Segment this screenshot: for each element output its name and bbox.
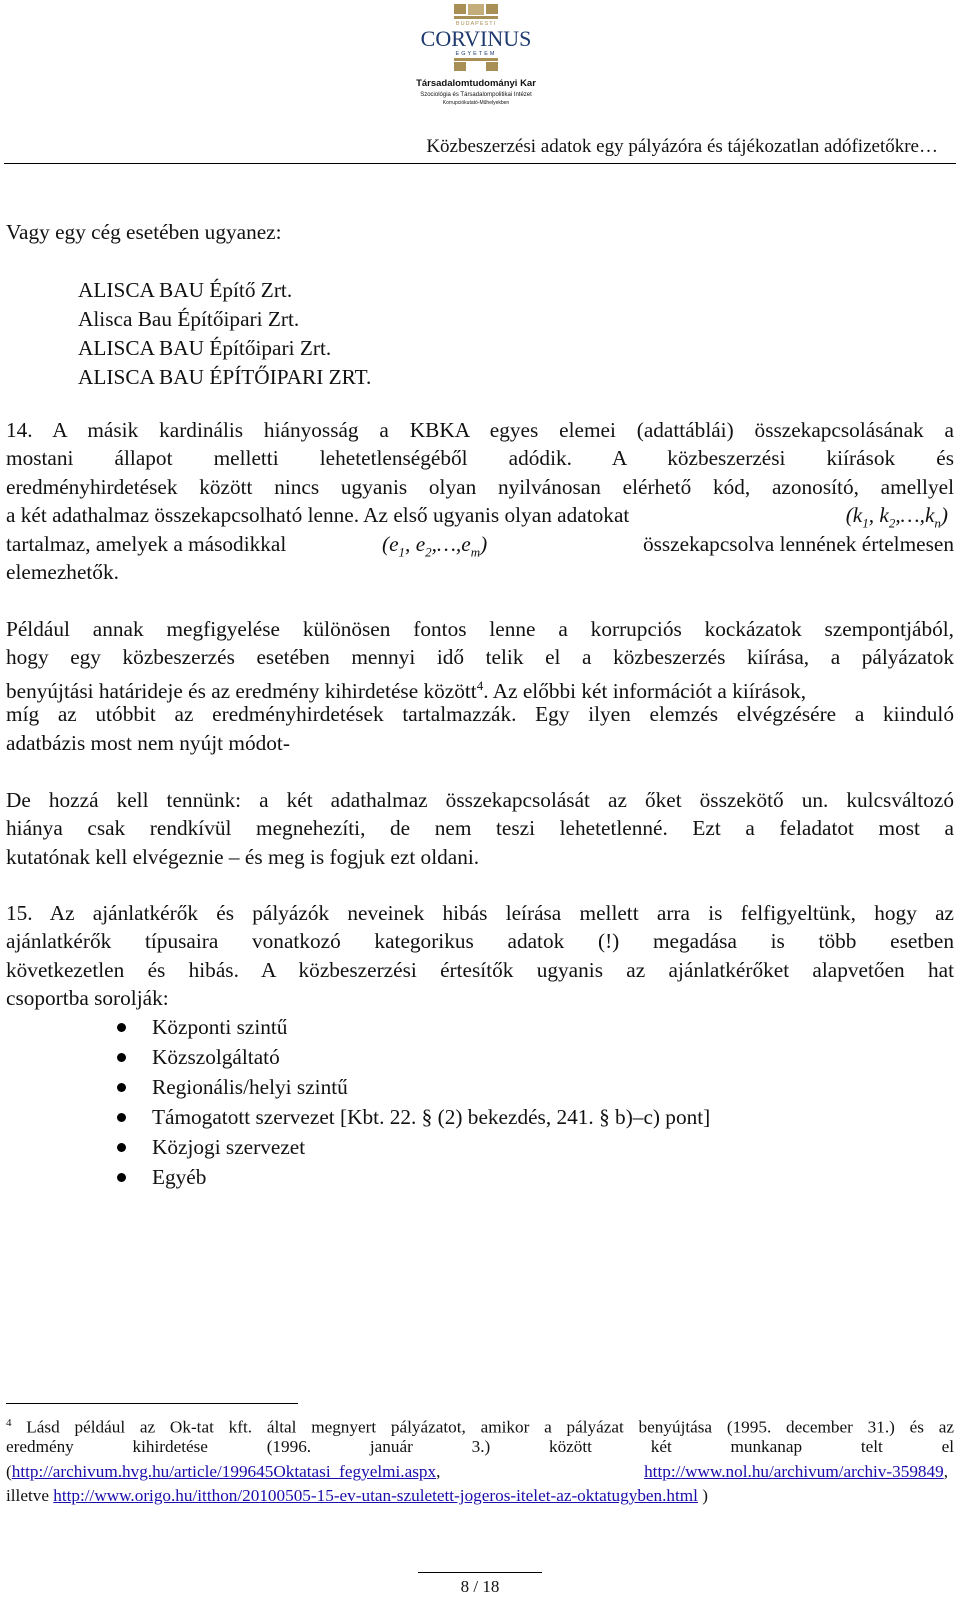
footnote-separator: ,: [436, 1462, 441, 1481]
p14-line4-text: a két adathalmaz összekapcsolható lenne. Az első ugyanis olyan adatokat: [6, 503, 630, 527]
footnote-open-paren: (: [6, 1462, 12, 1481]
footnote-line: [6, 1412, 954, 1439]
intro-text: Vagy egy cég esetében ugyanez:: [6, 220, 282, 244]
logo-institute: Szociológia és Társadalompolitikai Intézet: [420, 92, 532, 98]
footnote-link-nol[interactable]: http://www.nol.hu/archivum/archiv-359849: [644, 1462, 944, 1481]
running-title: Közbeszerzési adatok egy pályázóra és tájékozatlan adófizetőkre…: [426, 136, 938, 157]
company-variant: Alisca Bau Építőipari Zrt.: [78, 307, 300, 331]
de-line: kutatónak kell elvégeznie – és meg is fogjuk ezt oldani.: [6, 845, 480, 869]
p14-line5-pre: tartalmaz, amelyek a másodikkal: [6, 532, 287, 556]
list-item: Támogatott szervezet [Kbt. 22. § (2) bekezdés, 241. § b)–c) pont]: [0, 1102, 710, 1132]
p14-line: mostani állapot melletti lehetetlenségéből adódik. A közbeszerzési kiírások és: [6, 446, 954, 470]
list-item: Közjogi szervezet: [0, 1132, 710, 1162]
company-variant: ALISCA BAU Építőipari Zrt.: [78, 336, 332, 360]
p14-line: 14. A másik kardinális hiányosság a KBKA egyes elemei (adattáblái) összekapcsolásának a: [6, 418, 954, 442]
bullet-icon: [117, 1113, 126, 1122]
footnote-divider: [6, 1403, 298, 1404]
p14-line5-post: összekapcsolva lennének értelmesen: [642, 532, 954, 556]
list-item: Egyéb: [0, 1162, 710, 1192]
footnote-ref[interactable]: 4: [476, 678, 484, 693]
bullet-icon: [117, 1023, 126, 1032]
footnote-link-origo[interactable]: http://www.origo.hu/itthon/20100505-15-ev-utan-szuletett-jogeros-itelet-az-oktatugyben.html: [53, 1486, 698, 1505]
de-line: De hozzá kell tennünk: a két adathalmaz összekapcsolását az őket összekötő un. kulcsváltozó: [6, 788, 954, 812]
pl-line3-pre: benyújtási határideje és az eredmény kihirdetése között: [6, 679, 477, 704]
k-tuple: ($k_1$, $k_2,\dots,k_n$): [845, 503, 948, 531]
p15-line: ajánlatkérők típusaira vonatkozó kategorikus adatok (!) megadása is több esetben: [6, 929, 954, 953]
company-variant: ALISCA BAU ÉPÍTŐIPARI ZRT.: [78, 365, 372, 389]
list-item: Regionális/helyi szintű: [0, 1072, 710, 1102]
page-number: 8 / 18: [460, 1577, 500, 1596]
header-divider: [4, 163, 956, 164]
p15-line: következetlen és hibás. A közbeszerzési értesítők ugyanis az ajánlatkérőket alapvetően hat: [6, 958, 954, 982]
de-line: hiánya csak rendkívül megnehezíti, de nem teszi lehetetlenné. Ezt a feladatot most a: [6, 816, 954, 840]
pl-line: adatbázis most nem nyújt módot-: [6, 731, 290, 755]
p14-line: [6, 530, 954, 558]
logo-emblem-lower: [454, 58, 498, 71]
pl-line: Például annak megfigyelése különösen fontos lenne a korrupciós kockázatok szempontjából,: [6, 617, 954, 641]
p15-line: csoportba sorolják:: [6, 986, 169, 1010]
p14-line: [6, 501, 954, 529]
bullet-icon: [117, 1053, 126, 1062]
p14-line: elemezhetők.: [6, 560, 119, 584]
pl-line: hogy egy közbeszerzés esetében mennyi idő telik el a közbeszerzés kiírása, a pályázatok: [6, 645, 954, 669]
footnote-line: eredmény kihirdetése (1996. január 3.) között két munkanap telt el: [6, 1437, 954, 1456]
pl-line3-post: . Az előbbi két információt a kiírások,: [483, 679, 807, 704]
logo-faculty: Társadalomtudományi Kar: [416, 78, 536, 89]
footnote-link-hvg[interactable]: http://archivum.hvg.hu/article/199645Oktatasi_fegyelmi.aspx: [11, 1462, 437, 1481]
logo-name: CORVINUS: [420, 26, 532, 51]
list-item: Központi szintű: [0, 1012, 710, 1042]
p15-line: 15. Az ajánlatkérők és pályázók neveinek hibás leírása mellett arra is felfigyeltünk, hogy az: [6, 901, 954, 925]
footnote-text: Lásd például az Ok-tat kft. által megnyert pályázatot, amikor a pályázat benyújtása (1995. december 31.) és az: [26, 1417, 955, 1437]
page-number-divider: [418, 1572, 542, 1573]
bullet-icon: [117, 1143, 126, 1152]
e-tuple: ($e_1$, $e_2,\dots,e_m$): [382, 532, 488, 560]
logo-tagline: Korrupciókutató-Műhelyekben: [442, 100, 510, 106]
logo-city: BUDAPESTI: [455, 21, 497, 27]
p14-line: eredményhirdetések között nincs ugyanis olyan nyilvánosan elérhető kód, azonosító, amellyel: [6, 475, 954, 499]
bullet-icon: [117, 1083, 126, 1092]
logo-emblem: [454, 4, 498, 19]
pl-line: míg az utóbbit az eredményhirdetések tartalmazzák. Egy ilyen elemzés elvégzésére a kiinduló: [6, 702, 954, 726]
company-variant: ALISCA BAU Építő Zrt.: [78, 278, 293, 302]
footnote-line: [6, 1485, 954, 1507]
authority-type-list: [0, 1012, 710, 1192]
list-item: Közszolgáltató: [0, 1042, 710, 1072]
footnote-illetve: illetve: [6, 1486, 49, 1505]
bullet-icon: [117, 1173, 126, 1182]
footnote-line: [6, 1461, 954, 1483]
logo-subtitle: EGYETEM: [455, 51, 497, 57]
footnote-number: 4: [6, 1417, 12, 1429]
corvinus-logo: [412, 2, 540, 108]
footnote-comma: ,: [943, 1462, 948, 1481]
footnote-close-paren: ): [702, 1486, 708, 1505]
